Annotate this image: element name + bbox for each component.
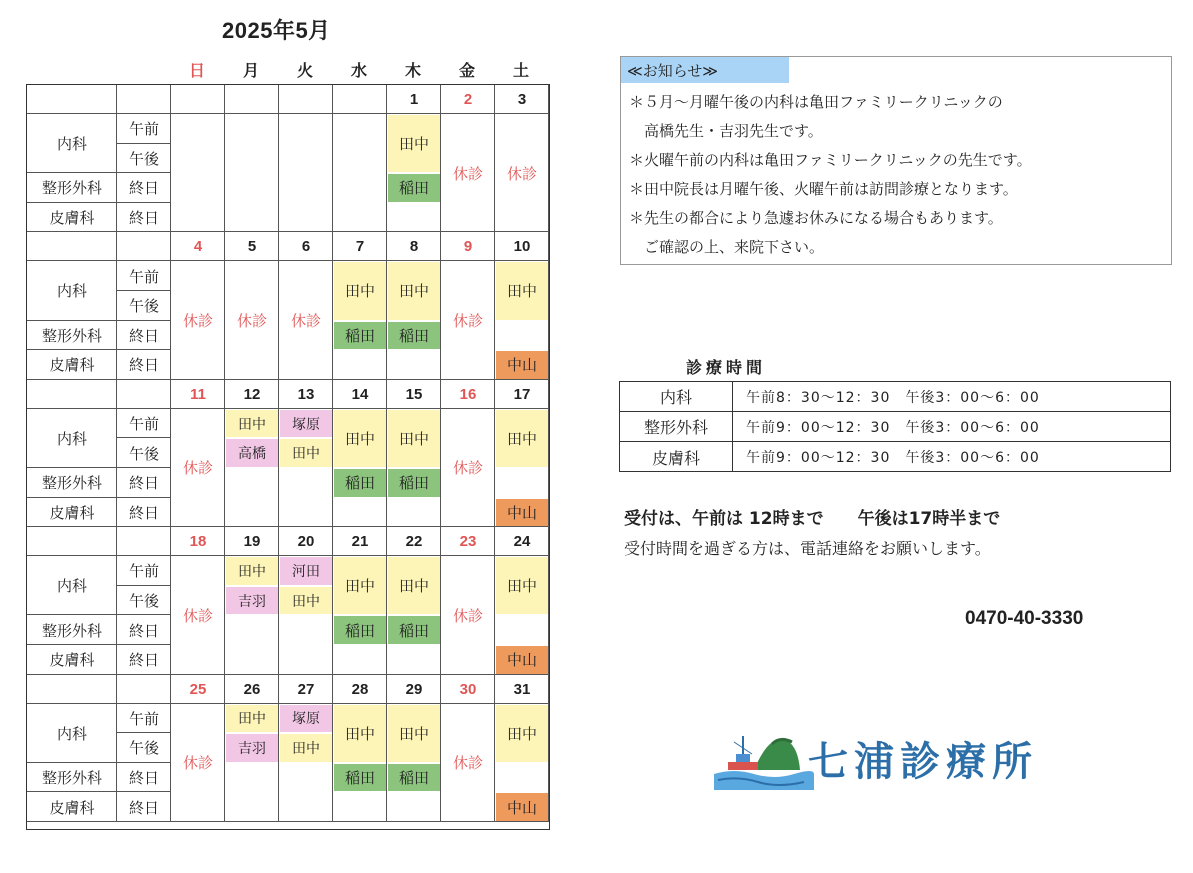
dept-label: 皮膚科: [49, 503, 95, 522]
closed-label: 休診: [290, 312, 321, 331]
date-number: 8: [409, 238, 419, 256]
hours-table: [619, 381, 1171, 472]
dept-label: 内科: [56, 429, 87, 448]
dept-label: 内科: [56, 282, 87, 301]
weekday-label: 水: [350, 61, 367, 80]
date-row-label-cell: [27, 232, 117, 261]
doctor-name: 吉羽: [238, 593, 266, 610]
doctor-name: 田中: [344, 577, 375, 596]
weekday-label: 日: [188, 61, 205, 80]
doctor-name: 田中: [506, 282, 537, 301]
date-number: 16: [459, 385, 477, 403]
date-number: 3: [517, 91, 527, 108]
slot-label: 終日: [128, 769, 159, 788]
weekday-label: 火: [296, 61, 313, 80]
hours-dept: 皮膚科: [620, 442, 733, 472]
date-row-label-cell: [117, 675, 171, 704]
doctor-name: 田中: [506, 724, 537, 743]
doctor-name: 稲田: [344, 326, 375, 345]
date-number: 18: [189, 533, 207, 551]
doctor-name: 田中: [344, 429, 375, 448]
closed-label: 休診: [182, 459, 213, 478]
hours-times: 午前9：00～12：30 午後3：00～6：00: [746, 450, 1040, 466]
date-row-label-cell: [117, 232, 171, 261]
day-column-cell: [333, 114, 387, 232]
day-column-cell: [279, 114, 333, 232]
doctor-name: 稲田: [344, 769, 375, 788]
date-number: 27: [297, 680, 315, 698]
date-number: 13: [297, 385, 315, 403]
date-row-label-cell: [117, 527, 171, 556]
hours-dept: 整形外科: [620, 412, 733, 441]
slot-label: 終日: [128, 209, 159, 228]
slot-label: 午後: [128, 149, 159, 168]
slot-label: 終日: [128, 474, 159, 493]
slot-label: 午前: [128, 415, 159, 434]
doctor-name: 田中: [238, 416, 266, 433]
doctor-name: 稲田: [398, 474, 429, 493]
dept-label: 内科: [56, 724, 87, 743]
day-column-cell: [171, 114, 225, 232]
slot-label: 午前: [128, 267, 159, 286]
notice-box: [620, 56, 1172, 265]
slot-label: 終日: [128, 356, 159, 375]
date-number: 28: [351, 680, 369, 698]
doctor-name: 田中: [398, 282, 429, 301]
date-number: 6: [301, 238, 311, 256]
slot-label: 午前: [128, 562, 159, 581]
doctor-name: 河田: [292, 563, 320, 580]
doctor-name: 田中: [506, 429, 537, 448]
notice-line: ＊田中院長は月曜午後、火曜午前は訪問診療となります。: [629, 180, 1018, 198]
day-column-cell: [225, 114, 279, 232]
closed-label: 休診: [452, 459, 483, 478]
clinic-name: 七浦診療所: [808, 739, 1038, 785]
date-number: 23: [459, 533, 477, 551]
dept-label: 整形外科: [41, 326, 102, 345]
closed-label: 休診: [452, 312, 483, 331]
doctor-name: 稲田: [344, 621, 375, 640]
date-number: 31: [513, 680, 531, 698]
notice-line: 高橋先生・吉羽先生です。: [629, 122, 823, 140]
doctor-name: 田中: [238, 563, 266, 580]
doctor-name: 稲田: [398, 621, 429, 640]
date-number: 11: [190, 385, 206, 403]
page-title: 2025年5月: [222, 18, 331, 43]
date-cell: [171, 85, 225, 114]
date-number: 25: [189, 680, 207, 698]
closed-label: 休診: [182, 312, 213, 331]
slot-label: 終日: [128, 621, 159, 640]
date-number: 15: [405, 385, 423, 403]
date-cell: [279, 85, 333, 114]
slot-label: 終日: [128, 326, 159, 345]
hours-title: 診療時間: [686, 358, 767, 377]
date-number: 2: [463, 91, 473, 108]
doctor-name: 田中: [398, 429, 429, 448]
date-number: 20: [297, 533, 315, 551]
hours-dept: 内科: [620, 382, 733, 411]
schedule-calendar: [26, 84, 550, 830]
doctor-name: 中山: [506, 503, 537, 522]
closed-label: 休診: [182, 606, 213, 625]
closed-label: 休診: [506, 164, 537, 183]
date-number: 4: [193, 238, 203, 256]
doctor-name: 塚原: [292, 711, 320, 728]
doctor-name: 中山: [506, 356, 537, 375]
date-row-label-cell: [27, 380, 117, 409]
date-number: 5: [247, 238, 257, 256]
slot-label: 午前: [128, 709, 159, 728]
dept-label: 内科: [56, 577, 87, 596]
doctor-name: 稲田: [398, 769, 429, 788]
closed-label: 休診: [236, 312, 267, 331]
dept-label: 整形外科: [41, 769, 102, 788]
date-number: 1: [409, 91, 419, 108]
doctor-name: 高橋: [238, 446, 266, 463]
weekday-label: 木: [404, 61, 421, 80]
phone-number[interactable]: 0470-40-3330: [965, 608, 1084, 629]
doctor-name: 稲田: [398, 326, 429, 345]
doctor-name: 田中: [292, 446, 320, 463]
date-number: 29: [405, 680, 423, 698]
slot-label: 終日: [128, 503, 159, 522]
notice-line: ＊５月～月曜午後の内科は亀田ファミリークリニックの: [629, 93, 1003, 111]
slot-label: 終日: [128, 179, 159, 198]
notice-title: ≪お知らせ≫: [621, 57, 789, 83]
slot-label: 午後: [128, 297, 159, 316]
hours-times: 午前9：00～12：30 午後3：00～6：00: [746, 419, 1040, 436]
doctor-name: 吉羽: [238, 740, 266, 757]
date-number: 19: [243, 533, 261, 551]
hours-row: [620, 412, 1170, 442]
date-number: 24: [513, 533, 531, 551]
clinic-logo-icon: [714, 726, 814, 790]
date-row-label-cell: [117, 85, 171, 114]
dept-label: 皮膚科: [49, 651, 95, 670]
doctor-name: 田中: [344, 724, 375, 743]
closed-label: 休診: [452, 754, 483, 773]
reception-note: 受付時間を過ぎる方は、電話連絡をお願いします。: [624, 539, 991, 558]
dept-label: 整形外科: [41, 621, 102, 640]
closed-label: 休診: [452, 606, 483, 625]
date-number: 22: [405, 533, 423, 551]
dept-label: 皮膚科: [49, 209, 95, 228]
date-number: 14: [351, 385, 369, 403]
doctor-name: 田中: [344, 282, 375, 301]
closed-label: 休診: [452, 164, 483, 183]
doctor-name: 田中: [398, 135, 429, 154]
date-row-label-cell: [27, 85, 117, 114]
hours-row: [620, 382, 1170, 412]
date-number: 9: [463, 238, 473, 256]
doctor-name: 稲田: [344, 474, 375, 493]
doctor-name: 中山: [506, 651, 537, 670]
weekday-header: [0, 58, 560, 80]
weekday-label: 土: [512, 61, 529, 80]
date-row-label-cell: [117, 380, 171, 409]
doctor-name: 田中: [506, 577, 537, 596]
date-number: 10: [513, 238, 531, 256]
doctor-name: 稲田: [398, 179, 429, 198]
dept-label: 内科: [56, 135, 87, 154]
date-number: 12: [243, 385, 261, 403]
slot-label: 午前: [128, 120, 159, 139]
doctor-name: 田中: [398, 724, 429, 743]
notice-line: ＊火曜午前の内科は亀田ファミリークリニックの先生です。: [629, 151, 1032, 169]
weekday-label: 月: [242, 61, 259, 80]
weekday-label: 金: [458, 61, 475, 80]
date-number: 26: [243, 680, 261, 698]
slot-label: 終日: [128, 651, 159, 670]
date-number: 30: [459, 680, 477, 698]
reception-hours: 受付は、午前は 12時まで 午後は17時半まで: [624, 509, 1001, 529]
date-cell: [225, 85, 279, 114]
dept-label: 整形外科: [41, 179, 102, 198]
slot-label: 午後: [128, 444, 159, 463]
date-row-label-cell: [27, 675, 117, 704]
doctor-name: 田中: [398, 577, 429, 596]
dept-label: 皮膚科: [49, 798, 95, 817]
date-row-label-cell: [27, 527, 117, 556]
slot-label: 午後: [128, 592, 159, 611]
doctor-name: 中山: [506, 798, 537, 817]
date-number: 17: [513, 385, 531, 403]
doctor-name: 田中: [238, 711, 266, 728]
slot-label: 午後: [128, 739, 159, 758]
notice-line: ＊先生の都合により急遽お休みになる場合もあります。: [629, 209, 1003, 227]
hours-times: 午前8：30～12：30 午後3：00～6：00: [746, 389, 1040, 406]
date-number: 21: [351, 533, 369, 551]
hours-row: [620, 442, 1170, 472]
date-cell: [333, 85, 387, 114]
dept-label: 整形外科: [41, 474, 102, 493]
dept-label: 皮膚科: [49, 356, 95, 375]
doctor-name: 田中: [292, 740, 320, 757]
notice-line: ご確認の上、来院下さい。: [629, 238, 825, 256]
date-number: 7: [355, 238, 365, 256]
closed-label: 休診: [182, 754, 213, 773]
doctor-name: 塚原: [292, 416, 320, 433]
doctor-name: 田中: [292, 593, 320, 610]
slot-label: 終日: [128, 798, 159, 817]
